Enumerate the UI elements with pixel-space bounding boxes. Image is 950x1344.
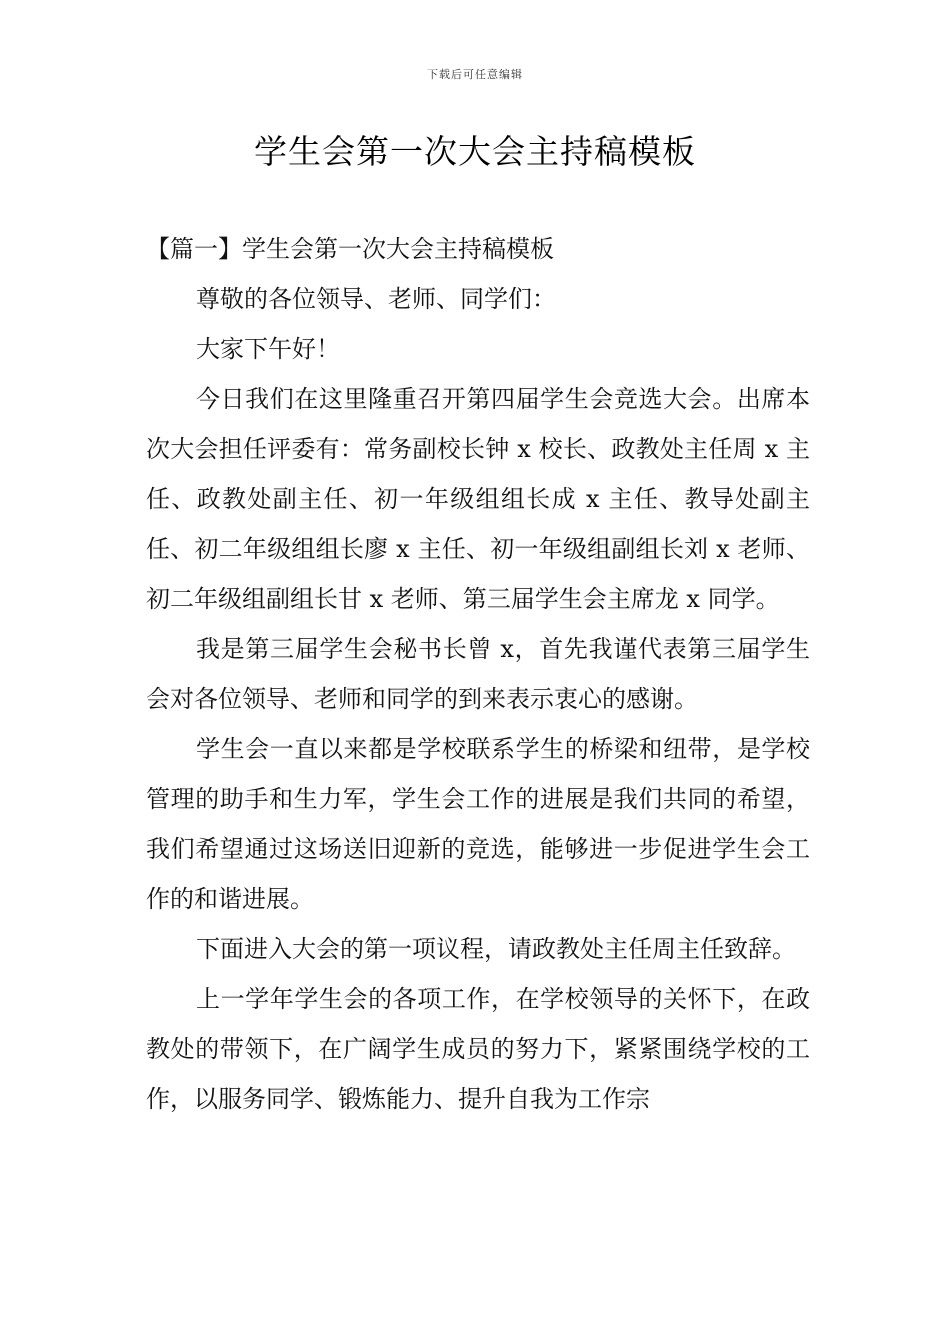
paragraph-review: 上一学年学生会的各项工作，在学校领导的关怀下，在政教处的带领下，在广阔学生成员的努力下，紧紧围绕学校的工作，以服务同学、锻炼能力、提升自我为工作宗 — [146, 985, 810, 1113]
paragraph-opening: 今日我们在这里隆重召开第四届学生会竞选大会。出席本次大会担任评委有：常务副校长钟 x 校长、政教处主任周 x 主任、政教处副主任、初一年级组组长成 x 主任、教导处副主任、初二年级组组长廖 x 主任、初一年级组副组长刘 x 老师、初二年级组副组长甘 x 老师、第三届学生会主席龙 x 同学。 — [146, 385, 810, 613]
paragraph-student-union-role: 学生会一直以来都是学校联系学生的桥梁和纽带，是学校管理的助手和生力军，学生会工作的进展是我们共同的希望，我们希望通过这场送旧迎新的竞选，能够进一步促进学生会工作的和谐进展。 — [146, 735, 810, 913]
paragraph-self-introduction: 我是第三届学生会秘书长曾 x，首先我谨代表第三届学生会对各位领导、老师和同学的到来表示衷心的感谢。 — [146, 635, 810, 713]
paragraph-salutation: 尊敬的各位领导、老师、同学们： — [196, 285, 556, 313]
paragraph-agenda-first-item: 下面进入大会的第一项议程，请政教处主任周主任致辞。 — [196, 935, 796, 963]
document-title: 学生会第一次大会主持稿模板 — [254, 132, 696, 171]
section-heading: 【篇一】学生会第一次大会主持稿模板 — [146, 235, 554, 263]
document-body — [146, 224, 810, 1124]
paragraph-greeting: 大家下午好！ — [196, 335, 340, 363]
header-note: 下载后可任意编辑 — [427, 68, 523, 81]
